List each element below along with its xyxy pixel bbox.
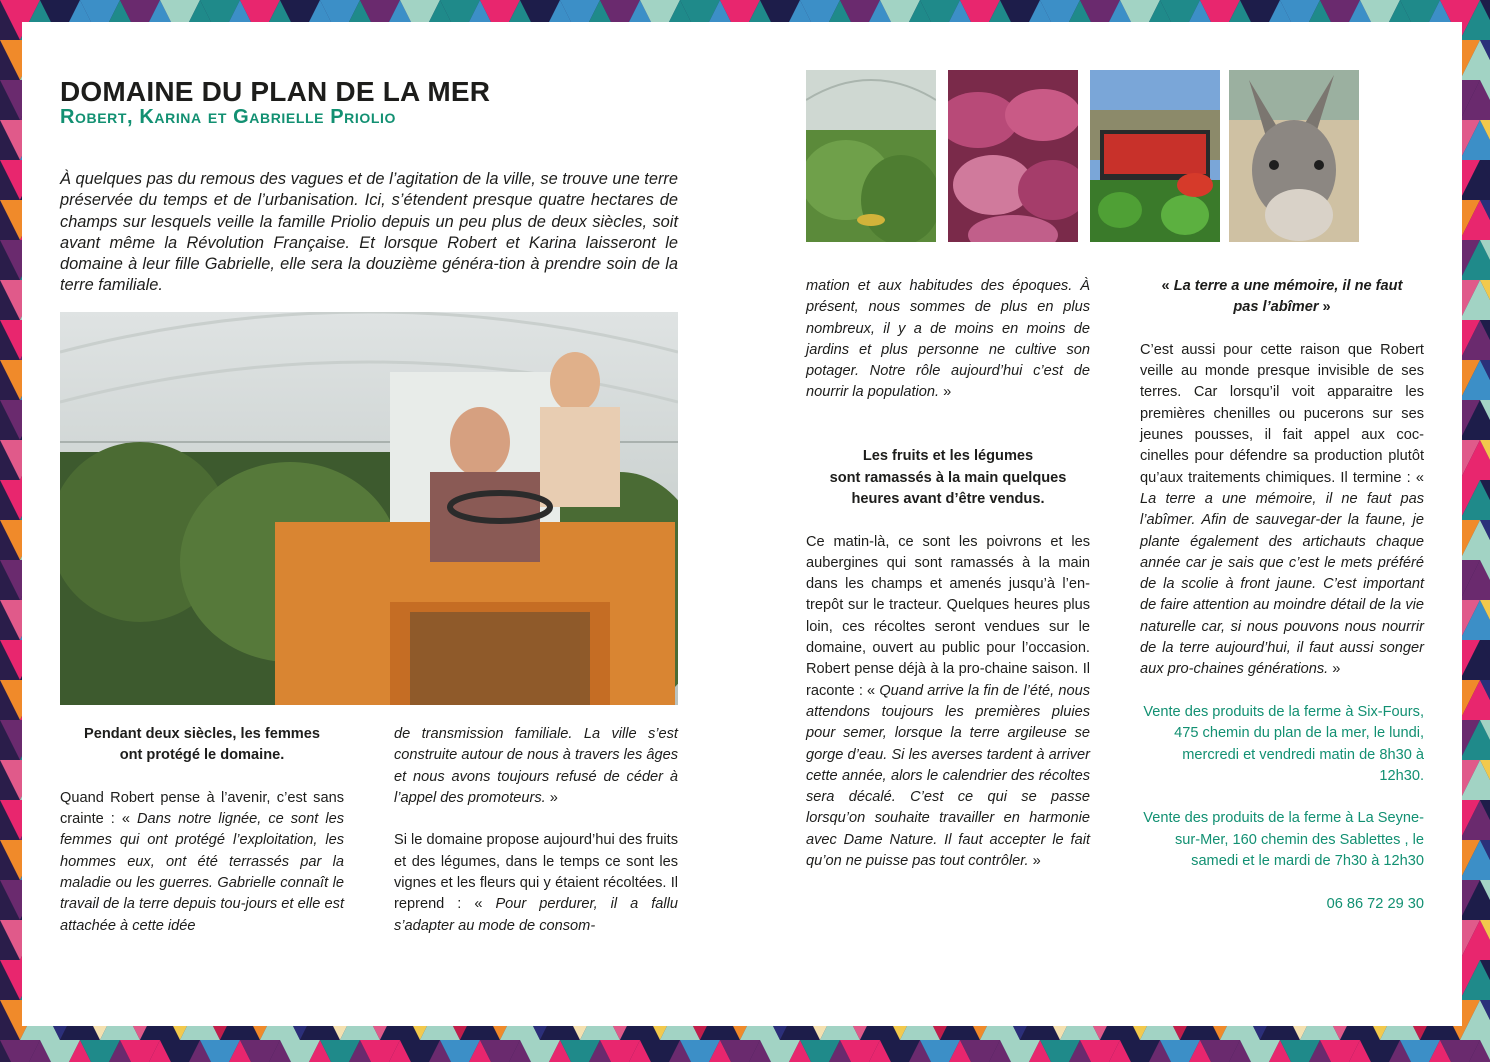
sale-info-la-seyne: Vente des produits de la ferme à La Seyne-sur-Mer, 160 chemin des Sablettes , le samedi et le mardi de 7h30 à 12h30 bbox=[1143, 810, 1424, 870]
sale-info-six-fours: Vente des produits de la ferme à Six-Fours, 475 chemin du plan de la mer, le lundi, mercredi et vendredi matin de 8h30 à 12h30. bbox=[1143, 703, 1424, 784]
section-heading-women: Pendant deux siècles, les femmes ont protégé le domaine. bbox=[83, 726, 321, 764]
photo-zucchini-plant bbox=[806, 70, 936, 242]
photo-peppers-crates bbox=[1090, 70, 1220, 242]
pull-quote: « La terre a une mémoire, il ne faut pas l’abîmer » bbox=[1161, 278, 1403, 316]
intro-paragraph: À quelques pas du remous des vagues et de l’agitation de la ville, se trouve une terre préservée du temps et de l’urbanisation. Ici, s’étendent presque quatre hectares de champs sur lesquels veille la famille Priolio depuis un peu plus de deux siècles, soit avant même la Révolution Française. Et lorsque Robert et Karina laisseront le domaine à leur fille Gabrielle, elle sera la douzième généra-tion à prendre soin de la terre familiale. bbox=[60, 170, 678, 295]
main-photo-tractor-greenhouse bbox=[60, 312, 678, 705]
page-title: DOMAINE DU PLAN DE LA MER bbox=[60, 76, 491, 107]
paragraph-ladybugs: C’est aussi pour cette raison que Robert veille au monde presque invisible de ses terres. Car lorsqu’il voit apparaitre les premières chenilles ou pucerons sur ses jeunes pousses, il fait appel aux coc-cinelles pour défendre sa production plutôt qu’aux traitements chimiques. Il termine : « La terre a une mémoire, il ne faut pas l’abîmer. Afin de sauvegar-der la faune, je plante également des artichauts chaque année car je sais que c’est le mets préféré de la scolie à front jaune. C’est important de faire attention au moindre détail de la vie naturelle car, si nous pouvons nous nourrir de la terre aujourd’hui, il faut aussi songer aux pro-chaines générations. » bbox=[1140, 341, 1424, 678]
photo-eggplants bbox=[948, 70, 1078, 242]
column-3 bbox=[806, 276, 1090, 872]
photo-donkey bbox=[1229, 70, 1359, 242]
paragraph-consumption: mation et aux habitudes des époques. À présent, nous sommes de plus en plus nombreux, il y a de moins en moins de jardins et plus personne ne cultive son potager. Notre rôle aujourd’hui c’est de nourrir la population. » bbox=[806, 278, 1090, 401]
paragraph-morning: Ce matin-là, ce sont les poivrons et les aubergines qui sont ramassés à la main dans les champs et amenés jusqu’à l’en-trepôt sur le tracteur. Quelques heures plus loin, ces récoltes seront vendues sur le domaine, ouvert au public pour l’occasion. Robert pense déjà à la pro-chaine saison. Il raconte : « Quand arrive la fin de l’été, nous attendons toujours les premières pluies pour semer, lorsque la terre argileuse se gorge d’eau. Si les averses tardent à arriver cette année, alors le calendrier des récoltes sera décalé. C’est ce qui se passe lorsqu’on souhaite travailler en harmonie avec Dame Nature. Il faut accepter le fait qu’on ne puisse pas tout contrôler. » bbox=[806, 533, 1090, 870]
paragraph-history: Si le domaine propose aujourd’hui des fruits et des légumes, dans le temps ce sont les vignes et les fleurs qui y étaient récoltées. Il reprend : « Pour perdurer, il a fallu s’adapter au mode de consom- bbox=[394, 832, 678, 934]
column-1 bbox=[60, 724, 344, 937]
column-4 bbox=[1140, 276, 1424, 915]
paragraph-future: Quand Robert pense à l’avenir, c’est sans crainte : « Dans notre lignée, ce sont les femmes qui ont protégé l’exploitation, les hommes eux, ont été terrassés par la maladie ou les guerres. Gabrielle connaît le travail de la terre depuis tou-jours et elle est attachée à cette idée bbox=[60, 789, 345, 934]
column-2 bbox=[394, 724, 678, 937]
page-subtitle: Robert, Karina et Gabrielle Priolio bbox=[60, 106, 397, 128]
paragraph-transmission: de transmission familiale. La ville s’est construite autour de nous à travers les âges et nous avons toujours refusé de céder à l’appel des promoteurs. » bbox=[394, 726, 678, 806]
section-heading-harvest: Les fruits et les légumes sont ramassés à la main quelques heures avant d’être vendus. bbox=[829, 448, 1067, 507]
phone-number[interactable]: 06 86 72 29 30 bbox=[1326, 895, 1424, 912]
